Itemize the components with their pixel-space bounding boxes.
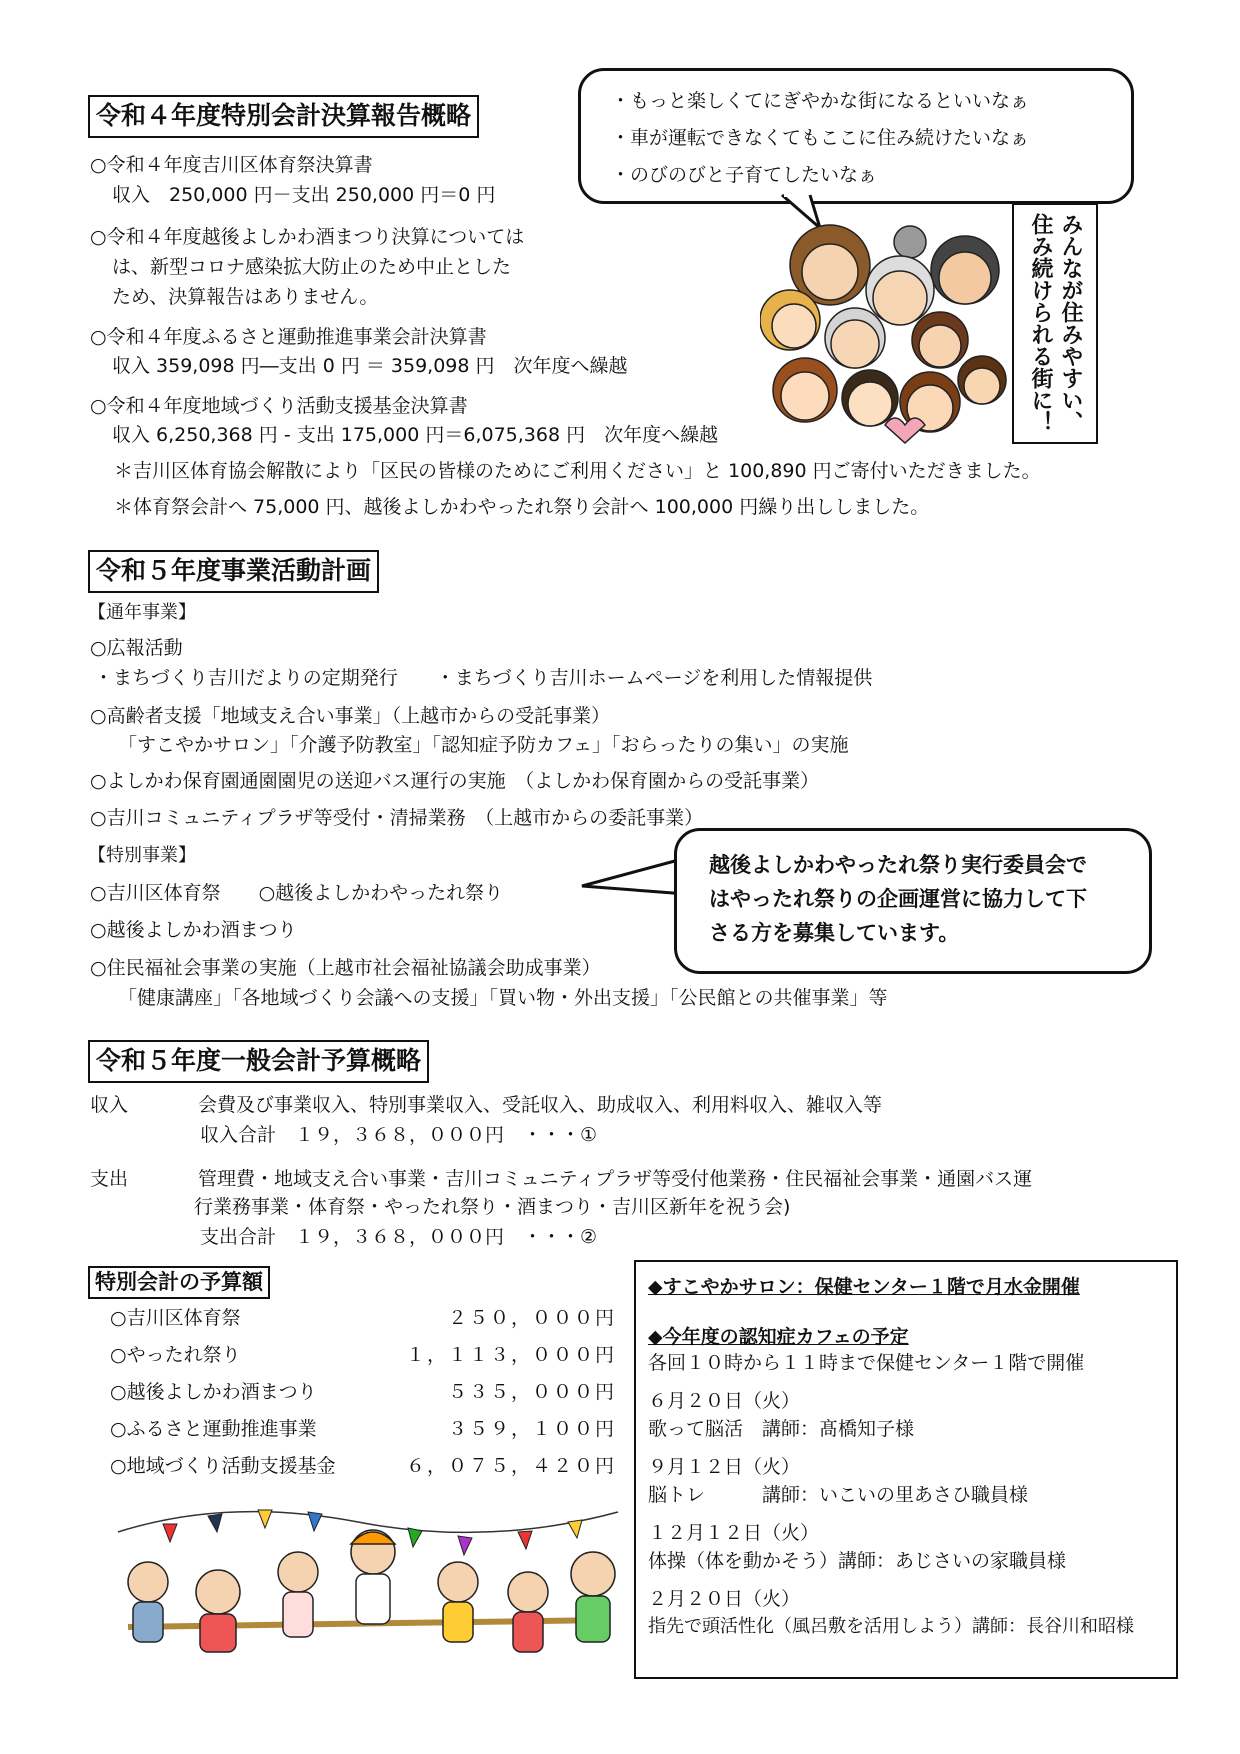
expense-total: 支出合計 １９，３６８，０００円 ・・・② <box>200 1226 598 1248</box>
special-item: ○越後よしかわ酒まつり <box>90 919 297 941</box>
session-detail: 脳トレ 講師：いこいの里あさひ職員様 <box>648 1484 1029 1506</box>
income-total: 収入合計 １９，３６８，０００円 ・・・① <box>200 1124 598 1146</box>
wish-line: ・もっと楽しくてにぎやかな街になるといいなぁ <box>611 90 1030 112</box>
fy4-line: ○令和４年度越後よしかわ酒まつり決算については <box>90 226 525 248</box>
special-item: ○吉川区体育祭 ○越後よしかわやったれ祭り <box>90 882 504 904</box>
special-budget-row <box>110 1304 616 1332</box>
row-amount: １，１１３，０００円 <box>405 1344 616 1366</box>
budget-heading: 令和５年度一般会計予算概略 <box>88 1040 429 1083</box>
recruit-line: はやったれ祭りの企画運営に協力して下 <box>709 887 1087 911</box>
income-label: 収入 <box>90 1094 129 1116</box>
wish-line: ・のびのびと子育てしたいなぁ <box>611 164 878 186</box>
session-date: ２月２０日（火） <box>648 1588 801 1610</box>
row-name: ○ふるさと運動推進事業 <box>110 1418 317 1440</box>
regular-item: ○広報活動 <box>90 637 183 659</box>
special-item: 「健康講座」「各地域づくり会議への支援」「買い物・外出支援」「公民館との共催事業」等 <box>118 987 888 1009</box>
special-budget-row <box>110 1341 616 1369</box>
row-amount: ３５９，１００円 <box>447 1418 616 1440</box>
recruit-bubble <box>674 828 1152 974</box>
family-illustration <box>760 210 1008 445</box>
wishes-bubble <box>578 68 1134 204</box>
expense-label: 支出 <box>90 1168 129 1190</box>
fy4-line: 収入 250,000 円－支出 250,000 円＝0 円 <box>112 184 496 206</box>
regular-label: 【通年事業】 <box>88 602 196 623</box>
fy4-line: ○令和４年度吉川区体育祭決算書 <box>90 154 373 176</box>
fy4-line: ○令和４年度地域づくり活動支援基金決算書 <box>90 395 468 417</box>
fy4-note: ＊吉川区体育協会解散により「区民の皆様のためにご利用ください」と 100,890 円ご寄付いただきました。 <box>114 460 1041 482</box>
fy4-line: 収入 6,250,368 円 - 支出 175,000 円＝6,075,368 円 次年度へ繰越 <box>112 424 719 446</box>
row-name: ○吉川区体育祭 <box>110 1307 241 1329</box>
fy4-line: ため、決算報告はありません。 <box>112 286 379 308</box>
recruit-line: さる方を募集しています。 <box>709 921 960 945</box>
fy5plan-heading: 令和５年度事業活動計画 <box>88 550 379 593</box>
row-amount: ２５０，０００円 <box>447 1307 616 1329</box>
expense-desc: 管理費・地域支え合い事業・吉川コミュニティプラザ等受付他業務・住民福祉会事業・通園バス運 <box>198 1168 1033 1190</box>
tug-of-war-illustration <box>108 1492 626 1672</box>
regular-item: ○吉川コミュニティプラザ等受付・清掃業務 （上越市からの委託事業） <box>90 807 704 829</box>
session-date: ９月１２日（火） <box>648 1456 801 1478</box>
fy4-note: ＊体育祭会計へ 75,000 円、越後よしかわやったれ祭り会計へ 100,000 円繰り出ししました。 <box>114 496 930 518</box>
row-amount: ６，０７５，４２０円 <box>405 1455 616 1477</box>
regular-item: ○よしかわ保育園通園園児の送迎バス運行の実施 （よしかわ保育園からの受託事業） <box>90 770 820 792</box>
session-date: １２月１２日（火） <box>648 1522 820 1544</box>
special-item: ○住民福祉会事業の実施（上越市社会福祉協議会助成事業） <box>90 957 601 979</box>
regular-item: ・まちづくり吉川だよりの定期発行 ・まちづくり吉川ホームページを利用した情報提供 <box>94 667 873 689</box>
slogan-col1: みんなが住みやすい、 <box>1058 213 1083 433</box>
cafe-schedule-box <box>634 1260 1178 1679</box>
regular-item: ○高齢者支援「地域支え合い事業」（上越市からの受託事業） <box>90 705 611 727</box>
special-budget-row <box>110 1378 616 1406</box>
cafe-title: ◆今年度の認知症カフェの予定 <box>648 1326 909 1348</box>
wish-line: ・車が運転できなくてもここに住み続けたいなぁ <box>611 127 1030 149</box>
slogan-box <box>1012 203 1098 444</box>
regular-item: 「すこやかサロン」「介護予防教室」「認知症予防カフェ」「おらったりの集い」の実施 <box>118 734 849 756</box>
fy4-heading: 令和４年度特別会計決算報告概略 <box>88 95 479 138</box>
special-budget-heading: 特別会計の予算額 <box>88 1266 270 1299</box>
special-budget-row <box>110 1452 616 1480</box>
session-detail: 指先で頭活性化（風呂敷を活用しよう）講師：長谷川和昭様 <box>648 1616 1134 1637</box>
cafe-note: 各回１０時から１１時まで保健センター１階で開催 <box>648 1352 1085 1374</box>
session-detail: 体操（体を動かそう）講師：あじさいの家職員様 <box>648 1550 1067 1572</box>
income-desc: 会費及び事業収入、特別事業収入、受託収入、助成収入、利用料収入、雑収入等 <box>198 1094 883 1116</box>
row-name: ○越後よしかわ酒まつり <box>110 1381 317 1403</box>
slogan-col2: 住み続けられる街に！ <box>1028 213 1053 433</box>
row-name: ○やったれ祭り <box>110 1344 241 1366</box>
recruit-bubble-tail-icon <box>578 850 688 910</box>
session-date: ６月２０日（火） <box>648 1390 801 1412</box>
row-amount: ５３５，０００円 <box>447 1381 616 1403</box>
fy4-line: ○令和４年度ふるさと運動推進事業会計決算書 <box>90 326 487 348</box>
special-budget-row <box>110 1415 616 1443</box>
row-name: ○地域づくり活動支援基金 <box>110 1455 336 1477</box>
recruit-line: 越後よしかわやったれ祭り実行委員会で <box>709 853 1087 877</box>
fy4-line: 収入 359,098 円―支出 0 円 ＝ 359,098 円 次年度へ繰越 <box>112 355 628 377</box>
session-detail: 歌って脳活 講師：髙橋知子様 <box>648 1418 915 1440</box>
special-label: 【特別事業】 <box>88 845 196 866</box>
salon-title: ◆すこやかサロン：保健センター１階で月水金開催 <box>648 1276 1080 1298</box>
expense-desc: 行業務事業・体育祭・やったれ祭り・酒まつり・吉川区新年を祝う会) <box>194 1196 791 1218</box>
fy4-line: は、新型コロナ感染拡大防止のため中止とした <box>112 256 512 278</box>
